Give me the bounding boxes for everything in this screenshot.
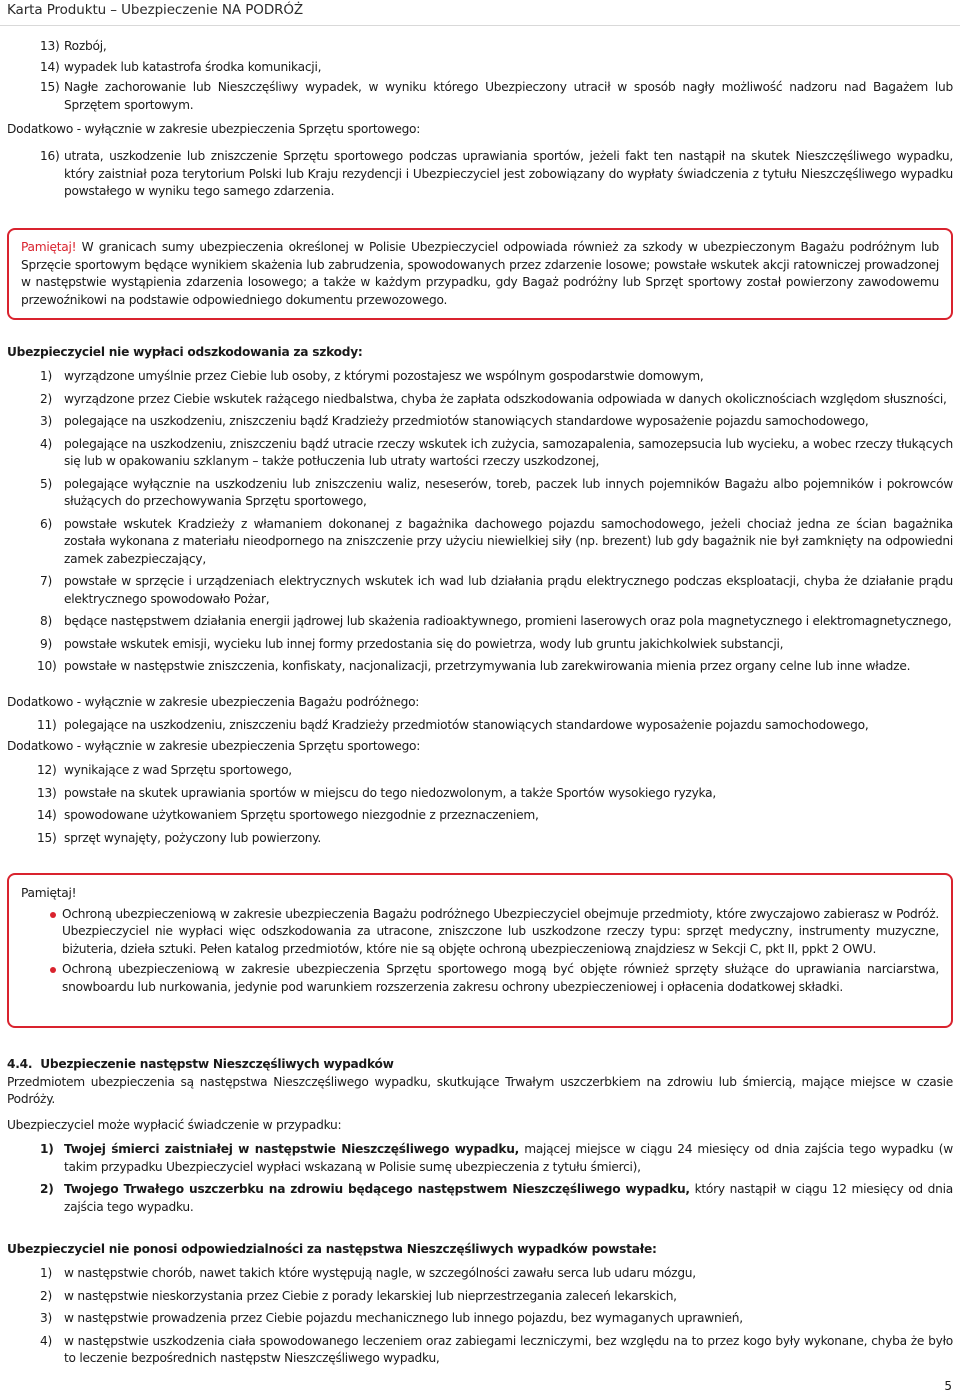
- top-list: [7, 38, 953, 114]
- baggage-list: [7, 717, 953, 735]
- bullet-text: Ochroną ubezpieczeniową w zakresie ubezpieczenia Bagażu podróżnego Ubezpieczyciel obejmuje przedmioty, które zwyczajowo zabierasz w Podróż. Ubezpieczyciel nie wypłaci więc odszkodowania za utracone, zniszczone lub uszkodzone rzeczy typu: sprzęt medyczny, instrumenty muzyczne, biżuteria, dzieła sztuki. Pełen katalog przedmiotów, które nie są objęte ochroną ubezpieczeniową znajdziesz w Sekcji C, pkt II, ppkt 2 OWU.: [62, 906, 939, 956]
- reminder-box-1: [7, 228, 953, 320]
- list-number: 15): [37, 830, 57, 845]
- list-text: utrata, uszkodzenie lub zniszczenie Sprzętu sportowego podczas uprawiania sportów, jeżeli fakt ten nastąpił na skutek Nieszczęśliwego wypadku, który zaistniał poza terytorium Polski lub Kraju rezydencji i Ubezpieczyciel jest zobowiązany do wypłaty świadczenia z tytułu Nieszczęśliwego wypadku powstałego w wyniku tego samego zdarzenia.: [64, 149, 953, 198]
- reminder-box-2: [7, 873, 953, 1028]
- sport-exclusions-intro-text: Dodatkowo - wyłącznie w zakresie ubezpieczenia Sprzętu sportowego:: [7, 739, 421, 753]
- list-number: 2): [40, 1182, 54, 1196]
- reminder-text: [21, 239, 939, 309]
- list-text: [64, 1181, 953, 1216]
- header-title: Karta Produktu – Ubezpieczenie NA PODRÓŻ: [7, 2, 304, 18]
- reminder-label: Pamiętaj!: [21, 886, 77, 900]
- list-item: [7, 762, 953, 780]
- payout-intro-text: Ubezpieczyciel może wypłacić świadczenie w przypadku:: [7, 1118, 342, 1132]
- list-number: 13): [37, 785, 57, 800]
- list-number: 9): [40, 636, 53, 651]
- list-item: [7, 573, 953, 608]
- bullet-item: [21, 906, 939, 959]
- list-text: powstałe wskutek emisji, wycieku lub innej formy przedostania się do powietrza, wody lub gruntu jakichkolwiek substancji,: [64, 636, 784, 651]
- list-number: 11): [37, 718, 57, 732]
- list-text: polegające na uszkodzeniu, zniszczeniu bądź utracie rzeczy wskutek ich zużycia, samozapalenia, samozepsucia lub wycieku, a wobec rzeczy tłukących się lub w opakowaniu szklanym – także potłuczenia lub utraty wartości rzeczy uszkodzonej,: [64, 436, 953, 468]
- exclusions-section: [7, 344, 953, 362]
- list-text: [64, 1141, 953, 1176]
- list-number: 15): [40, 80, 60, 94]
- list-bold-text: Twojego Trwałego uszczerbku na zdrowiu będącego następstwem Nieszczęśliwego wypadku,: [64, 1182, 690, 1196]
- payout-list: [7, 1141, 953, 1216]
- bullet-item: [21, 961, 939, 996]
- list-plain-text: mającej miejsce w ciągu 24 miesięcy od dnia zajścia tego wypadku (w takim przypadku Ubezpieczyciel wypłaci wskazaną w Polisie sumę ubezpieczenia z tytułu śmierci),: [64, 1142, 953, 1174]
- list-text: powstałe wskutek Kradzieży z włamaniem dokonanej z bagażnika dachowego pojazdu samochodowego, jeżeli chociaż jedna ze ścian bagażnika została wykonana z materiału nieodpornego na zniszczenie przy użyciu niewielkiej siły (np. brezent) lub gdy bagażnik nie był zamknięty na odpowiedni zamek zabezpieczający,: [64, 516, 953, 566]
- list-item: [7, 1265, 953, 1283]
- list-number: 3): [40, 414, 53, 428]
- list-text: w następstwie uszkodzenia ciała spowodowanego leczeniem oraz zabiegami leczniczymi, bez względu na to przez kogo były wykonane, chyba że było to leczenie bezpośrednich następstw Nieszczęśliwego wypadku,: [64, 1333, 953, 1365]
- list-item: [7, 38, 953, 56]
- list-text: w następstwie nieskorzystania przez Ciebie z porady lekarskiej lub nieprzestrzegania zaleceń lekarskich,: [64, 1288, 677, 1303]
- list-number: 14): [37, 808, 57, 822]
- list-item: [7, 613, 953, 631]
- reminder-body: W granicach sumy ubezpieczenia określonej w Polisie Ubezpieczyciel odpowiada również za szkody w ubezpieczonym Bagażu podróżnym lub Sprzęcie sportowym będące wynikiem skażenia lub zabrudzenia, spowodowanych przez zdarzenie losowe; powstałe wskutek akcji ratowniczej prowadzonej w następstwie wystąpienia zdarzenia losowego; a także w każdym przypadku, gdy Bagaż podróżny lub Sprzęt sportowy został powierzony zawodowemu przewoźnikowi na podstawie odpowiedniego dokumentu przewozowego.: [21, 240, 939, 307]
- section-4-4: [7, 1056, 953, 1109]
- list-number: 3): [40, 1311, 53, 1325]
- list-number: 16): [40, 149, 60, 163]
- sport-intro: [7, 121, 953, 139]
- bullet-dot: [50, 912, 56, 918]
- list-item: [7, 1181, 953, 1216]
- list-text: w następstwie prowadzenia przez Ciebie pojazdu mechanicznego lub innego pojazdu, bez wymaganych uprawnień,: [64, 1311, 743, 1325]
- list-text: polegające wyłącznie na uszkodzeniu lub zniszczeniu waliz, neseserów, toreb, paczek lub innych pojemników Bagażu albo pojemników i pokrowców służących do przechowywania Sprzętu sportowego,: [64, 476, 953, 508]
- exclusions-list: [7, 368, 953, 676]
- page-number: 5: [944, 1379, 952, 1393]
- list-text: w następstwie chorób, nawet takich które występują nagle, w szczególności zawału serca lub udaru mózgu,: [64, 1266, 696, 1280]
- baggage-intro: [7, 694, 953, 712]
- list-number: 2): [40, 391, 53, 406]
- list-text: Rozbój,: [64, 39, 107, 53]
- list-item: [7, 1310, 953, 1328]
- reminder-label: Pamiętaj!: [21, 240, 77, 254]
- bullet-dot: [50, 967, 56, 973]
- list-text: wynikające z wad Sprzętu sportowego,: [64, 763, 292, 777]
- list-text: Nagłe zachorowanie lub Nieszczęśliwy wypadek, w wyniku którego Ubezpieczony utracił w sposób nagły możliwość nadzoru nad Bagażem lub Sprzętem sportowym.: [64, 80, 953, 112]
- list-item: [7, 368, 953, 386]
- list-text: sprzęt wynajęty, pożyczony lub powierzony.: [64, 830, 322, 845]
- list-text: polegające na uszkodzeniu, zniszczeniu bądź Kradzieży przedmiotów stanowiących standardowe wyposażenie pojazdu samochodowego,: [64, 414, 869, 428]
- list-number: 13): [40, 39, 60, 53]
- list-text: będące następstwem działania energii jądrowej lub skażenia radioaktywnego, promieni laserowych oraz pola magnetycznego i elektromagnetycznego,: [64, 614, 952, 628]
- list-number: 8): [40, 614, 53, 628]
- list-item: [7, 785, 953, 803]
- list-text: powstałe w następstwie zniszczenia, konfiskaty, nacjonalizacji, przetrzymywania lub zarekwirowania mienia przez organy celne lub inne władze.: [64, 659, 911, 673]
- exclusions-heading: Ubezpieczyciel nie wypłaci odszkodowania za szkody:: [7, 345, 363, 359]
- list-number: 14): [40, 59, 60, 74]
- list-text: wypadek lub katastrofa środka komunikacji,: [64, 59, 322, 74]
- list-item: [7, 1288, 953, 1306]
- list-text: powstałe w sprzęcie i urządzeniach elektrycznych wskutek ich wad lub działania prądu elektrycznego podczas eksploatacji, chyba że działanie prądu elektrycznego spowodowało Pożar,: [64, 574, 953, 606]
- list-item: [7, 148, 953, 201]
- list-item: [7, 391, 953, 409]
- list-number: 1): [40, 1266, 53, 1280]
- list-item: [7, 79, 953, 114]
- liability-heading: [7, 1241, 953, 1259]
- list-item: [7, 807, 953, 825]
- list-item: [7, 516, 953, 569]
- page-header: [0, 0, 960, 26]
- list-item: [7, 476, 953, 511]
- sport-intro-text: Dodatkowo - wyłącznie w zakresie ubezpieczenia Sprzętu sportowego:: [7, 122, 421, 136]
- list-item: [7, 1333, 953, 1368]
- sport-exclusions-list: [7, 762, 953, 847]
- list-text: polegające na uszkodzeniu, zniszczeniu bądź Kradzieży przedmiotów stanowiących standardowe wyposażenie pojazdu samochodowego,: [64, 718, 869, 732]
- list-item: [7, 413, 953, 431]
- liability-list: [7, 1265, 953, 1368]
- list-number: 1): [40, 369, 53, 383]
- payout-intro: [7, 1117, 953, 1135]
- sport-exclusions-intro: [7, 738, 953, 756]
- liability-heading-text: Ubezpieczyciel nie ponosi odpowiedzialności za następstwa Nieszczęśliwych wypadków powstałe:: [7, 1242, 657, 1256]
- list-number: 7): [40, 574, 53, 588]
- list-text: wyrządzone przez Ciebie wskutek rażącego niedbalstwa, chyba że zapłata odszkodowania odpowiada w danych okolicznościach względom słuszności,: [64, 391, 947, 406]
- baggage-intro-text: Dodatkowo - wyłącznie w zakresie ubezpieczenia Bagażu podróżnego:: [7, 695, 420, 709]
- list-item: [7, 658, 953, 676]
- bullet-text: Ochroną ubezpieczeniową w zakresie ubezpieczenia Sprzętu sportowego mogą być objęte również sprzęty służące do uprawiania narciarstwa, snowboardu lub nurkowania, jedynie pod warunkiem rozszerzenia zakresu ochrony ubezpieczeniowej i opłacenia dodatkowej składki.: [62, 962, 939, 994]
- list-number: 10): [37, 659, 57, 673]
- section-heading: 4.4. Ubezpieczenie następstw Nieszczęśliwych wypadków: [7, 1057, 394, 1071]
- list-text: powstałe na skutek uprawiania sportów w miejscu do tego niedozwolonym, a także Sportów wysokiego ryzyka,: [64, 785, 716, 800]
- list-number: 1): [40, 1142, 54, 1156]
- list-bold-text: Twojej śmierci zaistniałej w następstwie Nieszczęśliwego wypadku,: [64, 1142, 520, 1156]
- list-text: wyrządzone umyślnie przez Ciebie lub osoby, z którymi pozostajesz we wspólnym gospodarstwie domowym,: [64, 369, 704, 383]
- item-16: [7, 148, 953, 201]
- list-item: [7, 830, 953, 848]
- list-item: [7, 436, 953, 471]
- list-plain-text: który nastąpił w ciągu 12 miesięcy od dnia zajścia tego wypadku.: [64, 1182, 953, 1214]
- list-number: 6): [40, 516, 53, 531]
- list-item: [7, 59, 953, 77]
- list-number: 4): [40, 1333, 53, 1348]
- list-number: 12): [37, 763, 57, 777]
- list-item: [7, 636, 953, 654]
- list-number: 4): [40, 436, 53, 451]
- list-text: spowodowane użytkowaniem Sprzętu sportowego niezgodnie z przeznaczeniem,: [64, 808, 539, 822]
- list-item: [7, 1141, 953, 1176]
- list-item: [7, 717, 953, 735]
- list-number: 5): [40, 476, 53, 491]
- list-number: 2): [40, 1288, 53, 1303]
- section-intro: Przedmiotem ubezpieczenia są następstwa Nieszczęśliwego wypadku, skutkujące Trwałym uszczerbkiem na zdrowiu lub śmiercią, mające miejsce w czasie Podróży.: [7, 1074, 953, 1106]
